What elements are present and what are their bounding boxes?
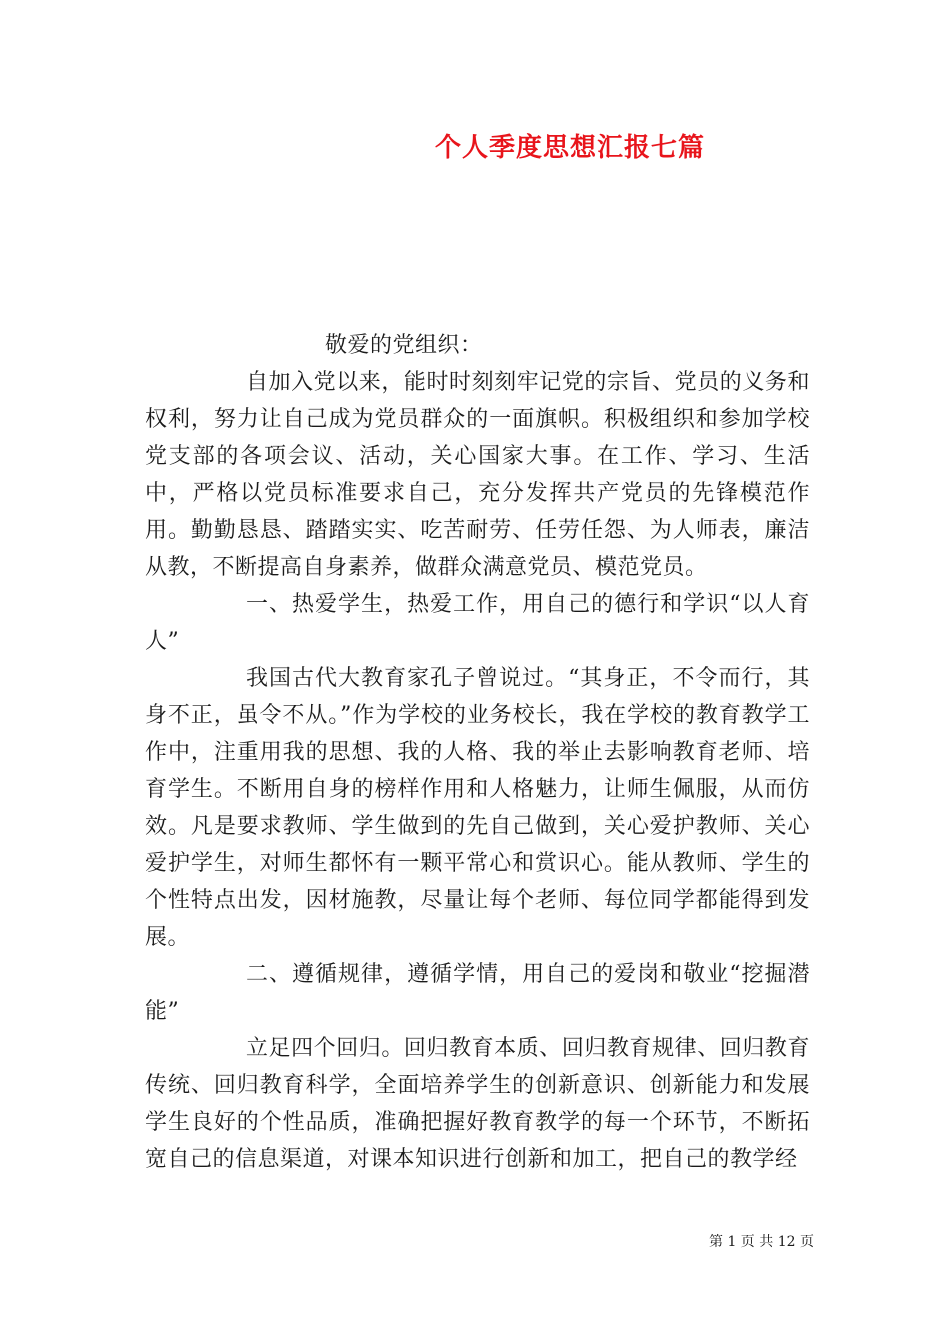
paragraph-intro: 自加入党以来，能时时刻刻牢记党的宗旨、党员的义务和权利，努力让自己成为党员群众的一面旗帜。积极组织和参加学校党支部的各项会议、活动，关心国家大事。在工作、学习、生活中，严格以党员标准要求自己，充分发挥共产党员的先锋模范作用。勤勤恳恳、踏踏实实、吃苦耐劳、任劳任怨、为人师表，廉洁从教，不断提高自身素养，做群众满意党员、模范党员。	[145, 370, 810, 580]
document-body	[145, 327, 810, 1178]
paragraph-section-1: 我国古代大教育家孔子曾说过。“其身正，不令而行，其身不正，虽令不从。”作为学校的业务校长，我在学校的教育教学工作中，注重用我的思想、我的人格、我的举止去影响教育老师、培育学生。不断用自身的榜样作用和人格魅力，让师生佩服，从而仿效。凡是要求教师、学生做到的先自己做到，关心爱护教师、关心爱护学生，对师生都怀有一颗平常心和赏识心。能从教师、学生的个性特点出发，因材施教，尽量让每个老师、每位同学都能得到发展。	[145, 666, 810, 950]
section-heading-2: 二、遵循规律，遵循学情，用自己的爱岗和敬业“挖掘潜能”	[145, 962, 810, 1024]
section-heading-1: 一、热爱学生，热爱工作，用自己的德行和学识“以人育人”	[145, 592, 810, 654]
page-number-footer: 第 1 页 共 12 页	[709, 1234, 814, 1250]
salutation: 敬爱的党组织：	[325, 333, 483, 358]
document-title: 个人季度思想汇报七篇	[434, 133, 705, 163]
paragraph-section-2: 立足四个回归。回归教育本质、回归教育规律、回归教育传统、回归教育科学，全面培养学生的创新意识、创新能力和发展学生良好的个性品质，准确把握好教育教学的每一个环节，不断拓宽自己的信息渠道，对课本知识进行创新和加工，把自己的教学经	[145, 1036, 810, 1172]
